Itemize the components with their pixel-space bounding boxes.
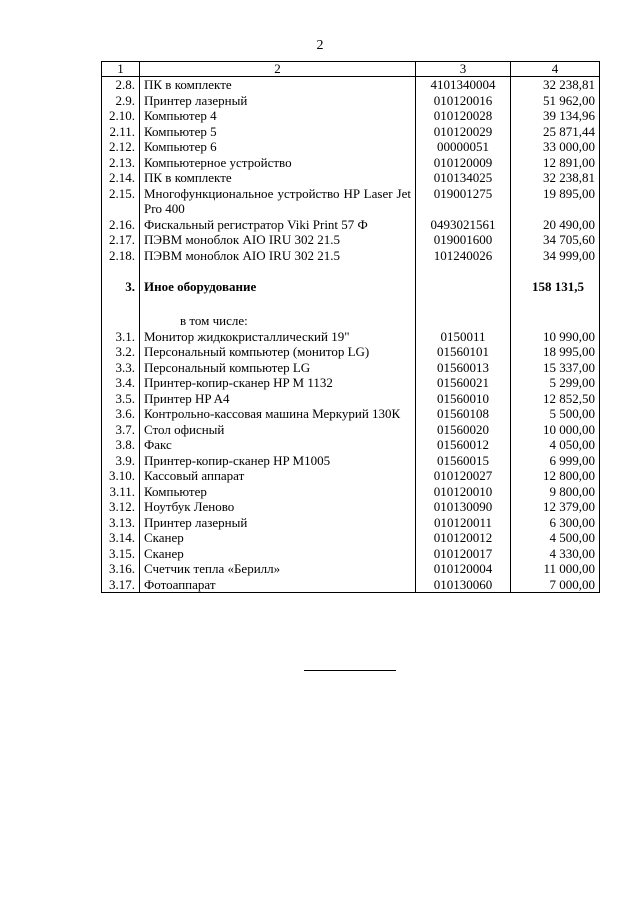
item-name: ПЭВМ моноблок AIO IRU 302 21.5	[140, 232, 416, 248]
subheading-text: в том числе:	[140, 313, 416, 329]
subheading-number	[102, 313, 140, 329]
row-number: 2.8.	[102, 77, 140, 93]
table-row	[102, 217, 600, 233]
item-amount: 34 705,60	[511, 232, 600, 248]
table-row	[102, 499, 600, 515]
item-amount: 4 500,00	[511, 530, 600, 546]
inventory-code: 010120012	[416, 530, 511, 546]
inventory-code: 00000051	[416, 139, 511, 155]
item-name: Монитор жидкокристаллический 19"	[140, 329, 416, 345]
row-number: 2.12.	[102, 139, 140, 155]
item-name: Принтер лазерный	[140, 93, 416, 109]
item-amount: 39 134,96	[511, 108, 600, 124]
table-row	[102, 186, 600, 217]
row-number: 3.1.	[102, 329, 140, 345]
inventory-code: 01560015	[416, 453, 511, 469]
inventory-code: 010120016	[416, 93, 511, 109]
item-name: Счетчик тепла «Берилл»	[140, 561, 416, 577]
item-name: Компьютер 6	[140, 139, 416, 155]
inventory-code: 019001275	[416, 186, 511, 217]
section-amount: 158 131,5	[511, 279, 600, 295]
item-amount: 12 379,00	[511, 499, 600, 515]
inventory-code: 019001600	[416, 232, 511, 248]
table-row	[102, 546, 600, 562]
item-amount: 32 238,81	[511, 170, 600, 186]
item-name: Контрольно-кассовая машина Меркурий 130К	[140, 406, 416, 422]
item-name: Принтер лазерный	[140, 515, 416, 531]
item-amount: 4 050,00	[511, 437, 600, 453]
item-name: Принтер HP A4	[140, 391, 416, 407]
row-number: 2.11.	[102, 124, 140, 140]
table-row	[102, 515, 600, 531]
inventory-code: 010120010	[416, 484, 511, 500]
item-name: Персональный компьютер (монитор LG)	[140, 344, 416, 360]
row-number: 3.3.	[102, 360, 140, 376]
item-amount: 11 000,00	[511, 561, 600, 577]
table-row	[102, 124, 600, 140]
row-number: 2.13.	[102, 155, 140, 171]
item-name: Сканер	[140, 530, 416, 546]
table-row	[102, 375, 600, 391]
section-row	[102, 279, 600, 295]
row-number: 2.18.	[102, 248, 140, 264]
item-name: Компьютер 4	[140, 108, 416, 124]
table-row	[102, 406, 600, 422]
table-row	[102, 329, 600, 345]
table-row	[102, 77, 600, 93]
item-name: ПК в комплекте	[140, 77, 416, 93]
item-amount: 7 000,00	[511, 577, 600, 593]
inventory-code: 010120011	[416, 515, 511, 531]
inventory-code: 010120009	[416, 155, 511, 171]
item-amount: 5 299,00	[511, 375, 600, 391]
inventory-code: 01560101	[416, 344, 511, 360]
column-header-4: 4	[511, 62, 600, 77]
spacer-row	[102, 295, 600, 313]
table-row	[102, 484, 600, 500]
inventory-code: 0150011	[416, 329, 511, 345]
item-amount: 9 800,00	[511, 484, 600, 500]
inventory-code: 010120028	[416, 108, 511, 124]
item-name: Компьютер	[140, 484, 416, 500]
row-number: 3.10.	[102, 468, 140, 484]
row-number: 3.6.	[102, 406, 140, 422]
item-amount: 19 895,00	[511, 186, 600, 217]
item-name: Ноутбук Леново	[140, 499, 416, 515]
item-name: Фотоаппарат	[140, 577, 416, 593]
row-number: 3.12.	[102, 499, 140, 515]
table-row	[102, 155, 600, 171]
inventory-code: 01560010	[416, 391, 511, 407]
table-row	[102, 391, 600, 407]
row-number: 3.2.	[102, 344, 140, 360]
inventory-code: 4101340004	[416, 77, 511, 93]
item-name: Стол офисный	[140, 422, 416, 438]
item-amount: 34 999,00	[511, 248, 600, 264]
inventory-code: 010120027	[416, 468, 511, 484]
row-number: 3.11.	[102, 484, 140, 500]
row-number: 2.17.	[102, 232, 140, 248]
table-row	[102, 561, 600, 577]
item-amount: 33 000,00	[511, 139, 600, 155]
item-name: Компьютер 5	[140, 124, 416, 140]
row-number: 3.9.	[102, 453, 140, 469]
inventory-code: 01560013	[416, 360, 511, 376]
item-name: Принтер-копир-сканер HP M1005	[140, 453, 416, 469]
section-number: 3.	[102, 279, 140, 295]
page-number: 2	[316, 38, 324, 53]
inventory-code: 0493021561	[416, 217, 511, 233]
inventory-table	[101, 61, 600, 593]
item-amount: 18 995,00	[511, 344, 600, 360]
row-number: 3.16.	[102, 561, 140, 577]
inventory-code: 01560012	[416, 437, 511, 453]
row-number: 3.17.	[102, 577, 140, 593]
closing-divider	[304, 670, 396, 671]
table-body	[102, 77, 600, 593]
item-amount: 12 852,50	[511, 391, 600, 407]
table-row	[102, 530, 600, 546]
inventory-code: 010120017	[416, 546, 511, 562]
inventory-code: 010130060	[416, 577, 511, 593]
row-number: 2.10.	[102, 108, 140, 124]
inventory-code: 01560108	[416, 406, 511, 422]
row-number: 3.4.	[102, 375, 140, 391]
item-name: Многофункциональное устройство HP Laser Jet Pro 400	[140, 186, 416, 217]
subheading-row	[102, 313, 600, 329]
table-row	[102, 108, 600, 124]
row-number: 3.5.	[102, 391, 140, 407]
table-row	[102, 577, 600, 593]
inventory-code: 101240026	[416, 248, 511, 264]
table-row	[102, 139, 600, 155]
table-row	[102, 93, 600, 109]
row-number: 3.8.	[102, 437, 140, 453]
inventory-code: 01560020	[416, 422, 511, 438]
row-number: 3.13.	[102, 515, 140, 531]
inventory-code: 01560021	[416, 375, 511, 391]
item-name: Сканер	[140, 546, 416, 562]
header-row	[102, 62, 600, 77]
item-amount: 51 962,00	[511, 93, 600, 109]
table-row	[102, 468, 600, 484]
item-amount: 15 337,00	[511, 360, 600, 376]
row-number: 2.15.	[102, 186, 140, 217]
item-amount: 6 999,00	[511, 453, 600, 469]
table-row	[102, 344, 600, 360]
column-header-1: 1	[102, 62, 140, 77]
item-amount: 12 800,00	[511, 468, 600, 484]
item-name: Факс	[140, 437, 416, 453]
inventory-code: 010120004	[416, 561, 511, 577]
row-number: 3.15.	[102, 546, 140, 562]
table-row	[102, 437, 600, 453]
row-number: 2.16.	[102, 217, 140, 233]
item-amount: 10 990,00	[511, 329, 600, 345]
subheading-code	[416, 313, 511, 329]
item-name: ПК в комплекте	[140, 170, 416, 186]
inventory-code: 010130090	[416, 499, 511, 515]
section-title: Иное оборудование	[140, 279, 416, 295]
item-name: Принтер-копир-сканер HP M 1132	[140, 375, 416, 391]
item-amount: 20 490,00	[511, 217, 600, 233]
table-row	[102, 232, 600, 248]
table-row	[102, 360, 600, 376]
item-amount: 6 300,00	[511, 515, 600, 531]
table-row	[102, 170, 600, 186]
row-number: 3.7.	[102, 422, 140, 438]
section-code	[416, 279, 511, 295]
item-name: Персональный компьютер LG	[140, 360, 416, 376]
inventory-code: 010120029	[416, 124, 511, 140]
inventory-code: 010134025	[416, 170, 511, 186]
column-header-3: 3	[416, 62, 511, 77]
table-row	[102, 248, 600, 264]
item-name: Кассовый аппарат	[140, 468, 416, 484]
row-number: 3.14.	[102, 530, 140, 546]
item-amount: 25 871,44	[511, 124, 600, 140]
table-row	[102, 453, 600, 469]
subheading-amount	[511, 313, 600, 329]
row-number: 2.14.	[102, 170, 140, 186]
item-name: Фискальный регистратор Viki Print 57 Ф	[140, 217, 416, 233]
item-amount: 4 330,00	[511, 546, 600, 562]
item-amount: 32 238,81	[511, 77, 600, 93]
item-amount: 10 000,00	[511, 422, 600, 438]
item-amount: 5 500,00	[511, 406, 600, 422]
column-header-2: 2	[140, 62, 416, 77]
spacer-row	[102, 263, 600, 279]
item-name: Компьютерное устройство	[140, 155, 416, 171]
item-amount: 12 891,00	[511, 155, 600, 171]
item-name: ПЭВМ моноблок AIO IRU 302 21.5	[140, 248, 416, 264]
row-number: 2.9.	[102, 93, 140, 109]
table-row	[102, 422, 600, 438]
